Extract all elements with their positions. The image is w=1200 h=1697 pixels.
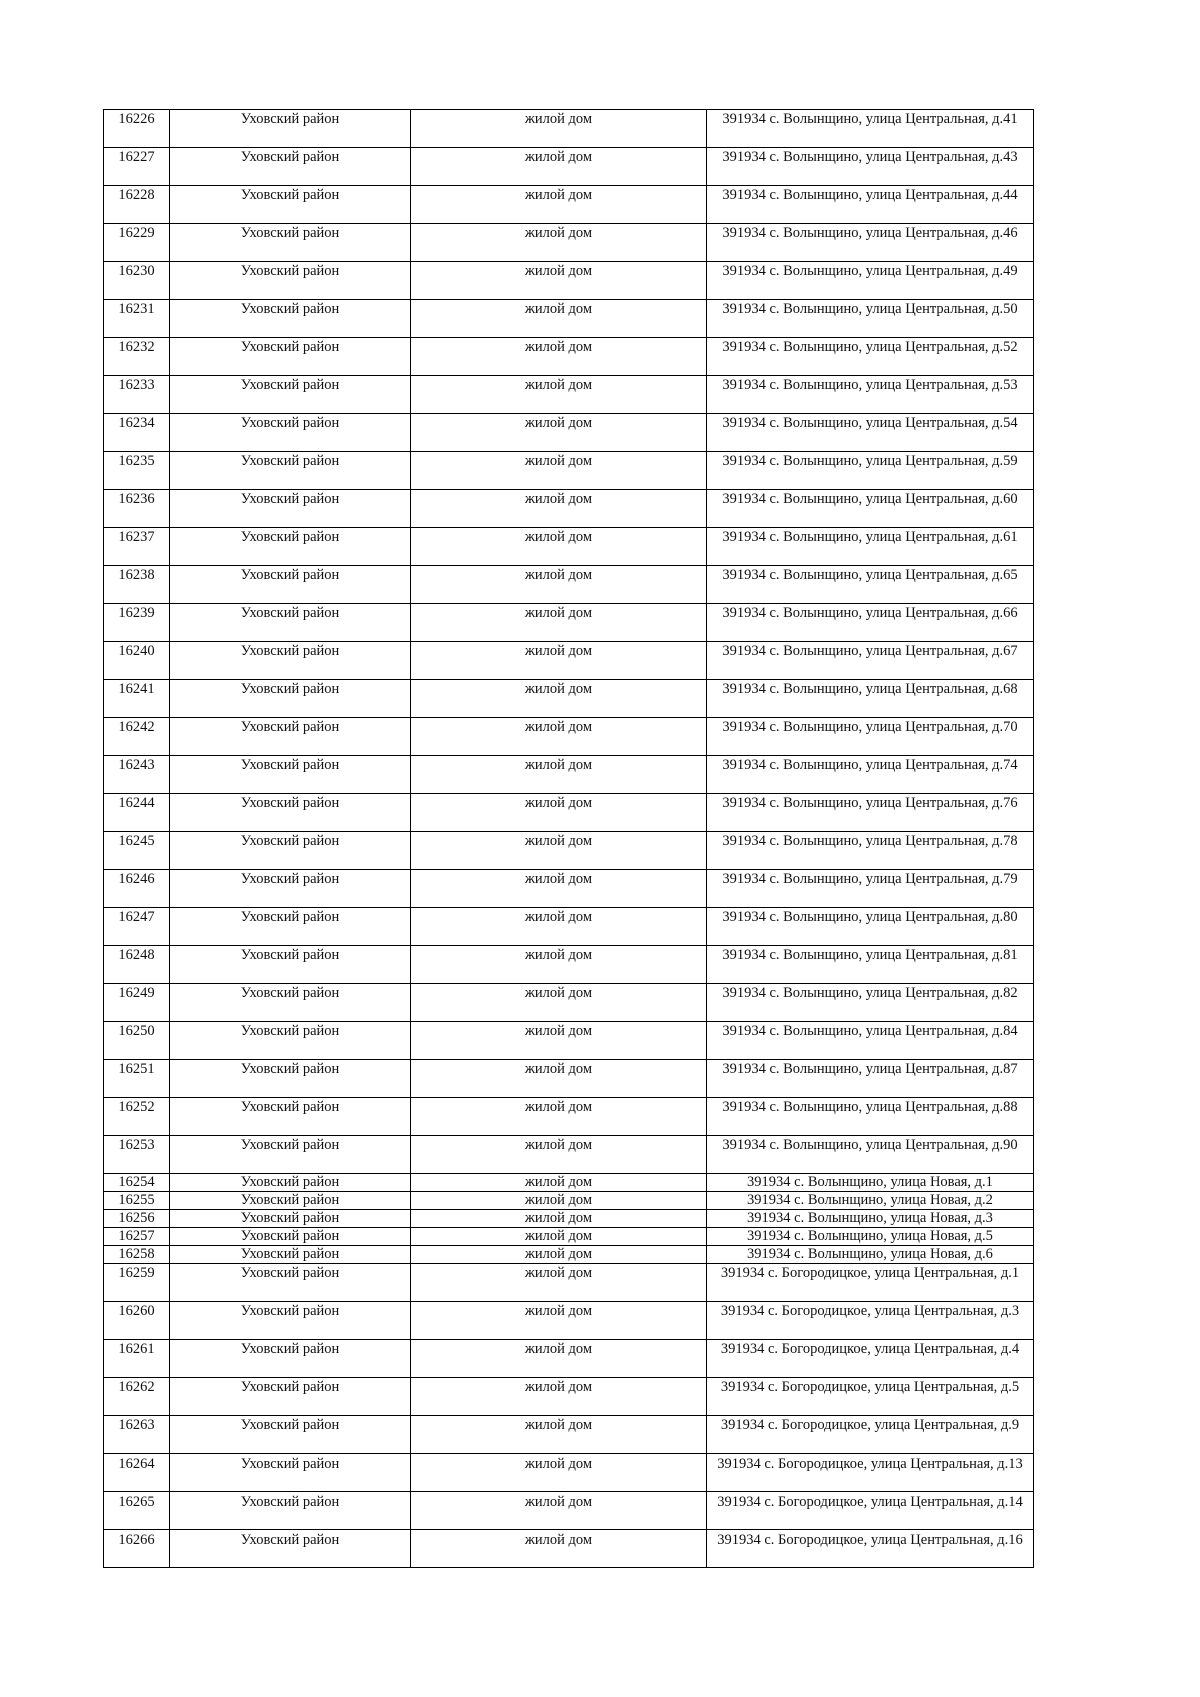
table-row (104, 870, 1034, 908)
address-cell: 391934 с. Волынщино, улица Центральная, д.61 (707, 528, 1034, 566)
district-cell: Уховский район (170, 1378, 411, 1416)
row-id-cell: 16261 (104, 1340, 170, 1378)
address-cell: 391934 с. Волынщино, улица Центральная, д.84 (707, 1022, 1034, 1060)
table-row (104, 642, 1034, 680)
table-row (104, 794, 1034, 832)
row-id-cell: 16252 (104, 1098, 170, 1136)
object-type-cell: жилой дом (411, 1454, 707, 1492)
district-cell: Уховский район (170, 1264, 411, 1302)
table-row (104, 1340, 1034, 1378)
object-type-cell: жилой дом (411, 984, 707, 1022)
object-type-cell: жилой дом (411, 262, 707, 300)
object-type-cell: жилой дом (411, 148, 707, 186)
table-row (104, 1264, 1034, 1302)
table-row (104, 414, 1034, 452)
address-cell: 391934 с. Волынщино, улица Центральная, д.43 (707, 148, 1034, 186)
object-type-cell: жилой дом (411, 528, 707, 566)
row-id-cell: 16238 (104, 566, 170, 604)
address-cell: 391934 с. Волынщино, улица Центральная, д.49 (707, 262, 1034, 300)
object-type-cell: жилой дом (411, 680, 707, 718)
row-id-cell: 16253 (104, 1136, 170, 1174)
row-id-cell: 16245 (104, 832, 170, 870)
address-cell: 391934 с. Богородицкое, улица Центральная, д.1 (707, 1264, 1034, 1302)
object-type-cell: жилой дом (411, 1264, 707, 1302)
table-row (104, 566, 1034, 604)
row-id-cell: 16246 (104, 870, 170, 908)
address-cell: 391934 с. Волынщино, улица Центральная, д.78 (707, 832, 1034, 870)
address-cell: 391934 с. Волынщино, улица Центральная, д.53 (707, 376, 1034, 414)
object-type-cell: жилой дом (411, 1416, 707, 1454)
table-row (104, 110, 1034, 148)
address-cell: 391934 с. Волынщино, улица Центральная, д.80 (707, 908, 1034, 946)
district-cell: Уховский район (170, 1302, 411, 1340)
table-row (104, 908, 1034, 946)
table-row (104, 300, 1034, 338)
district-cell: Уховский район (170, 870, 411, 908)
district-cell: Уховский район (170, 1228, 411, 1246)
address-cell: 391934 с. Богородицкое, улица Центральная, д.5 (707, 1378, 1034, 1416)
address-cell: 391934 с. Волынщино, улица Центральная, д.50 (707, 300, 1034, 338)
object-type-cell: жилой дом (411, 452, 707, 490)
address-cell: 391934 с. Богородицкое, улица Центральная, д.3 (707, 1302, 1034, 1340)
object-type-cell: жилой дом (411, 1060, 707, 1098)
district-cell: Уховский район (170, 1416, 411, 1454)
object-type-cell: жилой дом (411, 490, 707, 528)
district-cell: Уховский район (170, 224, 411, 262)
address-cell: 391934 с. Волынщино, улица Новая, д.3 (707, 1210, 1034, 1228)
object-type-cell: жилой дом (411, 1136, 707, 1174)
district-cell: Уховский район (170, 1060, 411, 1098)
row-id-cell: 16248 (104, 946, 170, 984)
object-type-cell: жилой дом (411, 1302, 707, 1340)
table-row (104, 490, 1034, 528)
row-id-cell: 16247 (104, 908, 170, 946)
address-cell: 391934 с. Волынщино, улица Центральная, д.46 (707, 224, 1034, 262)
district-cell: Уховский район (170, 794, 411, 832)
table-row (104, 1416, 1034, 1454)
district-cell: Уховский район (170, 528, 411, 566)
object-type-cell: жилой дом (411, 186, 707, 224)
district-cell: Уховский район (170, 1340, 411, 1378)
object-type-cell: жилой дом (411, 1098, 707, 1136)
address-cell: 391934 с. Богородицкое, улица Центральная, д.16 (707, 1530, 1034, 1568)
district-cell: Уховский район (170, 110, 411, 148)
district-cell: Уховский район (170, 832, 411, 870)
object-type-cell: жилой дом (411, 338, 707, 376)
object-type-cell: жилой дом (411, 718, 707, 756)
table-row (104, 832, 1034, 870)
district-cell: Уховский район (170, 1098, 411, 1136)
table-row (104, 1192, 1034, 1210)
address-cell: 391934 с. Волынщино, улица Центральная, д.41 (707, 110, 1034, 148)
address-cell: 391934 с. Волынщино, улица Центральная, д.59 (707, 452, 1034, 490)
table-row (104, 1228, 1034, 1246)
district-cell: Уховский район (170, 1530, 411, 1568)
object-type-cell: жилой дом (411, 604, 707, 642)
table-row (104, 1378, 1034, 1416)
address-cell: 391934 с. Волынщино, улица Центральная, д.74 (707, 756, 1034, 794)
row-id-cell: 16242 (104, 718, 170, 756)
district-cell: Уховский район (170, 1246, 411, 1264)
table-row (104, 224, 1034, 262)
district-cell: Уховский район (170, 262, 411, 300)
object-type-cell: жилой дом (411, 794, 707, 832)
row-id-cell: 16241 (104, 680, 170, 718)
object-type-cell: жилой дом (411, 1174, 707, 1192)
address-cell: 391934 с. Волынщино, улица Центральная, д.76 (707, 794, 1034, 832)
object-type-cell: жилой дом (411, 1210, 707, 1228)
district-cell: Уховский район (170, 186, 411, 224)
object-type-cell: жилой дом (411, 110, 707, 148)
table-row (104, 148, 1034, 186)
object-type-cell: жилой дом (411, 642, 707, 680)
row-id-cell: 16231 (104, 300, 170, 338)
district-cell: Уховский район (170, 414, 411, 452)
housing-registry-table (103, 109, 1034, 1568)
row-id-cell: 16229 (104, 224, 170, 262)
district-cell: Уховский район (170, 680, 411, 718)
address-cell: 391934 с. Волынщино, улица Центральная, д.52 (707, 338, 1034, 376)
row-id-cell: 16250 (104, 1022, 170, 1060)
district-cell: Уховский район (170, 1174, 411, 1192)
district-cell: Уховский район (170, 1136, 411, 1174)
row-id-cell: 16258 (104, 1246, 170, 1264)
address-cell: 391934 с. Волынщино, улица Центральная, д.54 (707, 414, 1034, 452)
object-type-cell: жилой дом (411, 566, 707, 604)
row-id-cell: 16249 (104, 984, 170, 1022)
table-row (104, 528, 1034, 566)
row-id-cell: 16234 (104, 414, 170, 452)
row-id-cell: 16230 (104, 262, 170, 300)
row-id-cell: 16244 (104, 794, 170, 832)
row-id-cell: 16256 (104, 1210, 170, 1228)
object-type-cell: жилой дом (411, 756, 707, 794)
address-cell: 391934 с. Волынщино, улица Новая, д.6 (707, 1246, 1034, 1264)
object-type-cell: жилой дом (411, 832, 707, 870)
table-row (104, 1136, 1034, 1174)
district-cell: Уховский район (170, 908, 411, 946)
object-type-cell: жилой дом (411, 376, 707, 414)
table-row (104, 452, 1034, 490)
table-row (104, 756, 1034, 794)
district-cell: Уховский район (170, 718, 411, 756)
object-type-cell: жилой дом (411, 908, 707, 946)
row-id-cell: 16263 (104, 1416, 170, 1454)
district-cell: Уховский район (170, 1210, 411, 1228)
table-row (104, 262, 1034, 300)
table-row (104, 1454, 1034, 1492)
row-id-cell: 16235 (104, 452, 170, 490)
address-cell: 391934 с. Волынщино, улица Центральная, д.87 (707, 1060, 1034, 1098)
district-cell: Уховский район (170, 148, 411, 186)
row-id-cell: 16262 (104, 1378, 170, 1416)
address-cell: 391934 с. Волынщино, улица Новая, д.2 (707, 1192, 1034, 1210)
district-cell: Уховский район (170, 338, 411, 376)
table-row (104, 1022, 1034, 1060)
row-id-cell: 16233 (104, 376, 170, 414)
row-id-cell: 16228 (104, 186, 170, 224)
address-cell: 391934 с. Волынщино, улица Новая, д.1 (707, 1174, 1034, 1192)
address-cell: 391934 с. Богородицкое, улица Центральная, д.14 (707, 1492, 1034, 1530)
table-row (104, 946, 1034, 984)
table-row (104, 680, 1034, 718)
district-cell: Уховский район (170, 452, 411, 490)
row-id-cell: 16236 (104, 490, 170, 528)
district-cell: Уховский район (170, 946, 411, 984)
object-type-cell: жилой дом (411, 414, 707, 452)
object-type-cell: жилой дом (411, 870, 707, 908)
district-cell: Уховский район (170, 300, 411, 338)
row-id-cell: 16264 (104, 1454, 170, 1492)
district-cell: Уховский район (170, 604, 411, 642)
row-id-cell: 16226 (104, 110, 170, 148)
address-cell: 391934 с. Волынщино, улица Центральная, д.81 (707, 946, 1034, 984)
row-id-cell: 16237 (104, 528, 170, 566)
district-cell: Уховский район (170, 1192, 411, 1210)
address-cell: 391934 с. Богородицкое, улица Центральная, д.4 (707, 1340, 1034, 1378)
row-id-cell: 16255 (104, 1192, 170, 1210)
object-type-cell: жилой дом (411, 946, 707, 984)
row-id-cell: 16239 (104, 604, 170, 642)
address-cell: 391934 с. Волынщино, улица Центральная, д.70 (707, 718, 1034, 756)
address-cell: 391934 с. Волынщино, улица Центральная, д.82 (707, 984, 1034, 1022)
address-cell: 391934 с. Волынщино, улица Центральная, д.66 (707, 604, 1034, 642)
row-id-cell: 16254 (104, 1174, 170, 1192)
table-row (104, 604, 1034, 642)
table-row (104, 1492, 1034, 1530)
table-body (104, 110, 1034, 1568)
table-row (104, 186, 1034, 224)
object-type-cell: жилой дом (411, 300, 707, 338)
row-id-cell: 16260 (104, 1302, 170, 1340)
district-cell: Уховский район (170, 756, 411, 794)
address-cell: 391934 с. Волынщино, улица Центральная, д.90 (707, 1136, 1034, 1174)
address-cell: 391934 с. Волынщино, улица Центральная, д.65 (707, 566, 1034, 604)
row-id-cell: 16243 (104, 756, 170, 794)
row-id-cell: 16251 (104, 1060, 170, 1098)
address-cell: 391934 с. Волынщино, улица Центральная, д.88 (707, 1098, 1034, 1136)
address-cell: 391934 с. Богородицкое, улица Центральная, д.9 (707, 1416, 1034, 1454)
object-type-cell: жилой дом (411, 1246, 707, 1264)
object-type-cell: жилой дом (411, 1378, 707, 1416)
table-row (104, 1302, 1034, 1340)
object-type-cell: жилой дом (411, 1228, 707, 1246)
address-cell: 391934 с. Волынщино, улица Центральная, д.60 (707, 490, 1034, 528)
object-type-cell: жилой дом (411, 1192, 707, 1210)
row-id-cell: 16257 (104, 1228, 170, 1246)
table-row (104, 1210, 1034, 1228)
table-row (104, 376, 1034, 414)
object-type-cell: жилой дом (411, 1340, 707, 1378)
table-row (104, 1060, 1034, 1098)
table-row (104, 984, 1034, 1022)
table-row (104, 338, 1034, 376)
row-id-cell: 16266 (104, 1530, 170, 1568)
address-cell: 391934 с. Волынщино, улица Новая, д.5 (707, 1228, 1034, 1246)
object-type-cell: жилой дом (411, 224, 707, 262)
object-type-cell: жилой дом (411, 1530, 707, 1568)
district-cell: Уховский район (170, 984, 411, 1022)
table-row (104, 1530, 1034, 1568)
district-cell: Уховский район (170, 376, 411, 414)
table-row (104, 1246, 1034, 1264)
address-cell: 391934 с. Богородицкое, улица Центральная, д.13 (707, 1454, 1034, 1492)
district-cell: Уховский район (170, 642, 411, 680)
row-id-cell: 16232 (104, 338, 170, 376)
row-id-cell: 16240 (104, 642, 170, 680)
table-row (104, 1098, 1034, 1136)
district-cell: Уховский район (170, 566, 411, 604)
object-type-cell: жилой дом (411, 1492, 707, 1530)
district-cell: Уховский район (170, 1454, 411, 1492)
row-id-cell: 16265 (104, 1492, 170, 1530)
row-id-cell: 16227 (104, 148, 170, 186)
district-cell: Уховский район (170, 1022, 411, 1060)
address-cell: 391934 с. Волынщино, улица Центральная, д.44 (707, 186, 1034, 224)
table-row (104, 1174, 1034, 1192)
address-cell: 391934 с. Волынщино, улица Центральная, д.68 (707, 680, 1034, 718)
address-cell: 391934 с. Волынщино, улица Центральная, д.79 (707, 870, 1034, 908)
table-row (104, 718, 1034, 756)
object-type-cell: жилой дом (411, 1022, 707, 1060)
address-cell: 391934 с. Волынщино, улица Центральная, д.67 (707, 642, 1034, 680)
district-cell: Уховский район (170, 1492, 411, 1530)
district-cell: Уховский район (170, 490, 411, 528)
row-id-cell: 16259 (104, 1264, 170, 1302)
